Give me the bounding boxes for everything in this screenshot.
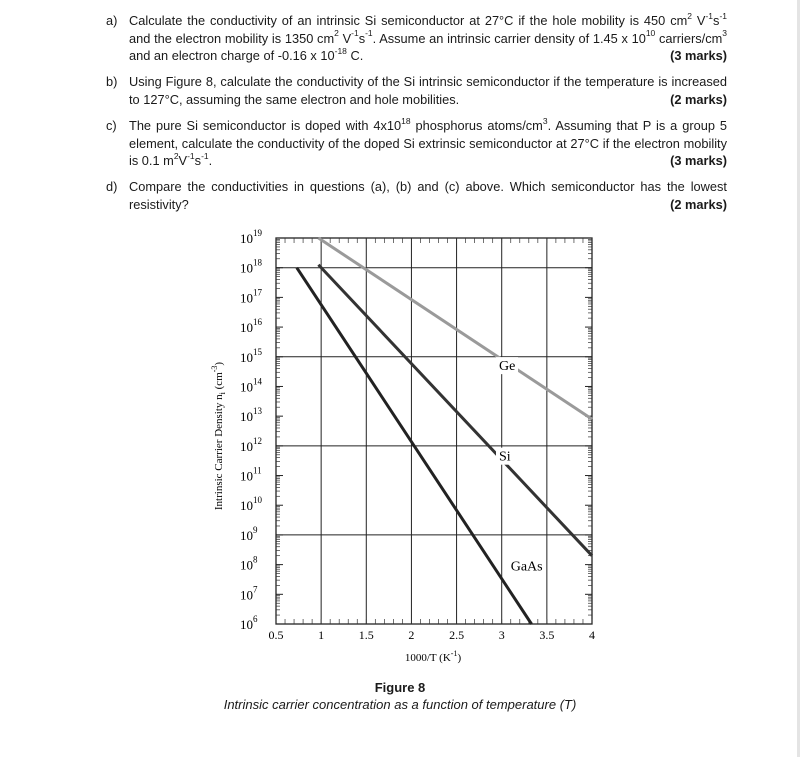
y-tick-label: $10^{15}$ <box>240 346 262 365</box>
x-tick-label: 3.5 <box>539 628 555 642</box>
y-tick-label: $10^{17}$ <box>240 287 262 306</box>
figure-caption: Intrinsic carrier concentration as a function of temperature (T) <box>223 697 577 712</box>
question-c-marks: (3 marks) <box>670 153 727 169</box>
series-line-ge <box>318 238 592 419</box>
series-label-si: Si <box>499 449 511 465</box>
y-tick-label: $10^7$ <box>240 584 258 603</box>
y-tick-label: $10^{12}$ <box>240 435 262 454</box>
y-tick-label: $10^6$ <box>240 614 258 632</box>
y-tick-label: $10^{19}$ <box>240 228 262 246</box>
x-tick-label: 3 <box>498 628 505 642</box>
question-a-text: Calculate the conductivity of an intrinsic Si semiconductor at 27°C if the hole mobility is 450 $cm^2$ $V^{-1}s^{-1}$ and the electron mobility is 1350 $cm^2$ $V^{-1}s^{-1}$. Assume an intrinsic carrier density of 1.45 x $10^{10}$ carriers/$cm^3$ and an electron charge of -0.16 x $10^{-18}$ C. (3 marks) <box>129 10 728 64</box>
question-a-label: a) <box>106 13 118 28</box>
y-tick-label: $10^{11}$ <box>240 465 262 484</box>
question-c-text: The pure Si semiconductor is doped with $4x10^{18}$ phosphorus atoms/$cm^3$. Assuming that P is a group 5 element, calculate the conductivity of the doped Si extrinsic semiconductor at 27°C if the electron mobility is 0.1 $m^2V^{-1}s^{-1}$. (3 marks) <box>129 115 727 169</box>
y-axis-label: Intrinsic Carrier Density $n_i$ $(cm^{-3})$ <box>210 361 227 511</box>
series-label-gaas: GaAs <box>510 559 543 575</box>
x-tick-label: 0.5 <box>268 628 284 642</box>
y-tick-label: $10^9$ <box>240 524 258 543</box>
x-axis-label: 1000/T $(K^{-1})$ <box>404 649 462 664</box>
question-a-marks: (3 marks) <box>670 48 727 64</box>
question-b-text: Using Figure 8, calculate the conductivity of the Si intrinsic semiconductor if the temperature is increased to 127°C, assuming the same electron and hole mobilities. (2 marks) <box>129 74 727 107</box>
chart-series <box>297 238 592 624</box>
y-tick-label: $10^{10}$ <box>240 495 262 514</box>
x-tick-label: 4 <box>589 628 595 642</box>
question-d-text: Compare the conductivities in questions (a), (b) and (c) above. Which semiconductor has the lowest resistivity? (2 marks) <box>129 179 727 212</box>
y-tick-label: $10^{14}$ <box>240 376 262 395</box>
question-d-marks: (2 marks) <box>670 196 727 212</box>
chart-labels <box>240 228 595 642</box>
y-tick-label: $10^{16}$ <box>240 317 262 336</box>
question-b-label: b) <box>106 74 118 89</box>
question-d-label: d) <box>106 179 118 194</box>
y-tick-label: $10^{13}$ <box>240 406 262 425</box>
x-tick-label: 2.5 <box>449 628 465 642</box>
y-tick-label: $10^8$ <box>240 554 258 573</box>
series-line-si <box>318 265 592 556</box>
x-tick-label: 1.5 <box>358 628 374 642</box>
y-tick-label: $10^{18}$ <box>240 257 262 276</box>
series-label-ge: Ge <box>499 359 516 375</box>
figure-title: Figure 8 <box>374 680 426 695</box>
x-tick-label: 2 <box>408 628 415 642</box>
x-tick-label: 1 <box>318 628 325 642</box>
question-b-marks: (2 marks) <box>670 91 727 107</box>
question-c-label: c) <box>106 118 117 133</box>
